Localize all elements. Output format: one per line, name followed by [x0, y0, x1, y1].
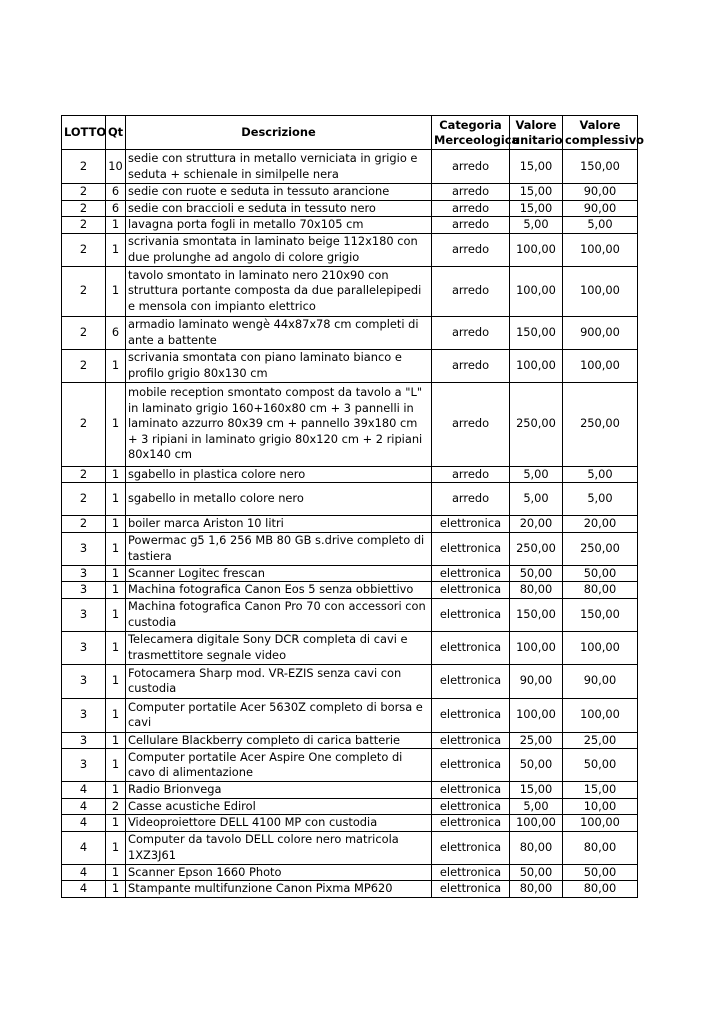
cell-categoria: arredo: [432, 483, 510, 516]
cell-valore-complessivo: 250,00: [563, 532, 638, 565]
table-header-row: [62, 116, 638, 150]
cell-categoria: elettronica: [432, 831, 510, 864]
cell-lotto: 4: [62, 782, 106, 799]
cell-descrizione: Powermac g5 1,6 256 MB 80 GB s.drive completo di tastiera: [126, 532, 432, 565]
cell-descrizione: tavolo smontato in laminato nero 210x90 con struttura portante composta da due parallelepipedi e mensola con impianto elettrico: [126, 266, 432, 316]
cell-valore-unitario: 150,00: [510, 316, 563, 349]
table-row: [62, 466, 638, 483]
table-row: [62, 200, 638, 217]
cell-qt: 6: [106, 316, 126, 349]
cell-categoria: elettronica: [432, 664, 510, 698]
cell-valore-unitario: 5,00: [510, 217, 563, 234]
cell-descrizione: boiler marca Ariston 10 litri: [126, 516, 432, 533]
cell-qt: 1: [106, 864, 126, 881]
cell-descrizione: mobile reception smontato compost da tavolo a "L" in laminato grigio 160+160x80 cm + 3 pannelli in laminato azzurro 80x39 cm + pannello 39x180 cm + 3 ripiani in laminato grigio 80x120 cm + 2 ripiani 80x140 cm: [126, 382, 432, 466]
cell-lotto: 2: [62, 233, 106, 266]
cell-valore-complessivo: 100,00: [563, 698, 638, 732]
table-row: [62, 831, 638, 864]
cell-qt: 1: [106, 565, 126, 582]
cell-qt: 1: [106, 732, 126, 749]
cell-valore-complessivo: 150,00: [563, 150, 638, 184]
cell-valore-complessivo: 5,00: [563, 217, 638, 234]
cell-descrizione: sedie con struttura in metallo verniciata in grigio e seduta + schienale in similpelle nera: [126, 150, 432, 184]
table-row: [62, 266, 638, 316]
cell-lotto: 2: [62, 217, 106, 234]
cell-qt: 1: [106, 516, 126, 533]
cell-categoria: elettronica: [432, 749, 510, 782]
cell-descrizione: lavagna porta fogli in metallo 70x105 cm: [126, 217, 432, 234]
cell-valore-complessivo: 250,00: [563, 382, 638, 466]
cell-qt: 6: [106, 184, 126, 201]
table-row: [62, 483, 638, 516]
cell-lotto: 3: [62, 749, 106, 782]
header-categoria: Categoria Merceologica: [432, 116, 510, 150]
cell-lotto: 2: [62, 150, 106, 184]
cell-valore-unitario: 80,00: [510, 831, 563, 864]
cell-valore-complessivo: 80,00: [563, 582, 638, 599]
cell-categoria: arredo: [432, 349, 510, 382]
cell-categoria: elettronica: [432, 565, 510, 582]
cell-lotto: 2: [62, 316, 106, 349]
cell-lotto: 3: [62, 565, 106, 582]
cell-categoria: arredo: [432, 466, 510, 483]
cell-categoria: elettronica: [432, 516, 510, 533]
table-row: [62, 582, 638, 599]
cell-valore-unitario: 15,00: [510, 200, 563, 217]
cell-categoria: arredo: [432, 233, 510, 266]
table-row: [62, 782, 638, 799]
cell-valore-unitario: 250,00: [510, 532, 563, 565]
cell-valore-complessivo: 100,00: [563, 631, 638, 664]
cell-categoria: elettronica: [432, 582, 510, 599]
table-row: [62, 349, 638, 382]
cell-categoria: arredo: [432, 266, 510, 316]
cell-lotto: 2: [62, 516, 106, 533]
cell-categoria: elettronica: [432, 864, 510, 881]
cell-valore-unitario: 80,00: [510, 582, 563, 599]
header-valore-complessivo: Valore complessivo: [563, 116, 638, 150]
cell-qt: 1: [106, 831, 126, 864]
cell-valore-unitario: 100,00: [510, 698, 563, 732]
cell-qt: 1: [106, 217, 126, 234]
cell-valore-unitario: 90,00: [510, 664, 563, 698]
table-row: [62, 217, 638, 234]
cell-qt: 1: [106, 466, 126, 483]
cell-valore-complessivo: 5,00: [563, 466, 638, 483]
cell-categoria: arredo: [432, 200, 510, 217]
table-row: [62, 316, 638, 349]
cell-descrizione: Videoproiettore DELL 4100 MP con custodia: [126, 815, 432, 832]
cell-lotto: 2: [62, 483, 106, 516]
cell-lotto: 4: [62, 831, 106, 864]
cell-valore-complessivo: 80,00: [563, 881, 638, 898]
cell-categoria: elettronica: [432, 631, 510, 664]
table-body: [62, 150, 638, 898]
cell-valore-complessivo: 90,00: [563, 184, 638, 201]
cell-valore-complessivo: 90,00: [563, 200, 638, 217]
cell-descrizione: sedie con ruote e seduta in tessuto arancione: [126, 184, 432, 201]
table-row: [62, 382, 638, 466]
cell-lotto: 3: [62, 598, 106, 631]
cell-valore-unitario: 50,00: [510, 565, 563, 582]
cell-valore-complessivo: 20,00: [563, 516, 638, 533]
cell-valore-complessivo: 150,00: [563, 598, 638, 631]
cell-lotto: 2: [62, 184, 106, 201]
cell-qt: 1: [106, 749, 126, 782]
cell-categoria: arredo: [432, 184, 510, 201]
cell-qt: 10: [106, 150, 126, 184]
cell-descrizione: Scanner Logitec frescan: [126, 565, 432, 582]
cell-descrizione: sgabello in plastica colore nero: [126, 466, 432, 483]
cell-descrizione: Telecamera digitale Sony DCR completa di cavi e trasmettitore segnale video: [126, 631, 432, 664]
cell-qt: 1: [106, 631, 126, 664]
cell-descrizione: Scanner Epson 1660 Photo: [126, 864, 432, 881]
cell-valore-complessivo: 15,00: [563, 782, 638, 799]
table-row: [62, 881, 638, 898]
table-row: [62, 598, 638, 631]
cell-valore-unitario: 5,00: [510, 483, 563, 516]
cell-categoria: arredo: [432, 150, 510, 184]
cell-descrizione: Computer da tavolo DELL colore nero matricola 1XZ3J61: [126, 831, 432, 864]
cell-descrizione: Computer portatile Acer Aspire One completo di cavo di alimentazione: [126, 749, 432, 782]
cell-qt: 1: [106, 582, 126, 599]
table-row: [62, 565, 638, 582]
cell-categoria: elettronica: [432, 782, 510, 799]
cell-descrizione: Fotocamera Sharp mod. VR-EZIS senza cavi con custodia: [126, 664, 432, 698]
cell-valore-unitario: 100,00: [510, 631, 563, 664]
cell-valore-unitario: 100,00: [510, 349, 563, 382]
cell-qt: 1: [106, 664, 126, 698]
cell-descrizione: armadio laminato wengè 44x87x78 cm completi di ante a battente: [126, 316, 432, 349]
cell-descrizione: Casse acustiche Edirol: [126, 798, 432, 815]
cell-valore-unitario: 50,00: [510, 864, 563, 881]
cell-categoria: elettronica: [432, 881, 510, 898]
cell-lotto: 2: [62, 466, 106, 483]
cell-descrizione: Radio Brionvega: [126, 782, 432, 799]
cell-categoria: arredo: [432, 382, 510, 466]
cell-descrizione: Cellulare Blackberry completo di carica batterie: [126, 732, 432, 749]
table-row: [62, 233, 638, 266]
cell-lotto: 2: [62, 349, 106, 382]
cell-categoria: arredo: [432, 217, 510, 234]
cell-categoria: elettronica: [432, 798, 510, 815]
table-row: [62, 516, 638, 533]
table-row: [62, 631, 638, 664]
cell-qt: 1: [106, 698, 126, 732]
cell-valore-unitario: 5,00: [510, 798, 563, 815]
cell-qt: 1: [106, 782, 126, 799]
cell-categoria: elettronica: [432, 815, 510, 832]
cell-valore-complessivo: 5,00: [563, 483, 638, 516]
header-lotto: LOTTO: [62, 116, 106, 150]
cell-qt: 1: [106, 815, 126, 832]
table-row: [62, 798, 638, 815]
cell-descrizione: scrivania smontata in laminato beige 112x180 con due prolunghe ad angolo di colore grigio: [126, 233, 432, 266]
cell-qt: 1: [106, 483, 126, 516]
header-qt: Qt: [106, 116, 126, 150]
cell-qt: 1: [106, 233, 126, 266]
cell-categoria: elettronica: [432, 698, 510, 732]
cell-valore-complessivo: 100,00: [563, 349, 638, 382]
cell-valore-unitario: 50,00: [510, 749, 563, 782]
cell-valore-complessivo: 10,00: [563, 798, 638, 815]
cell-categoria: arredo: [432, 316, 510, 349]
cell-valore-unitario: 15,00: [510, 150, 563, 184]
cell-lotto: 4: [62, 864, 106, 881]
cell-valore-complessivo: 90,00: [563, 664, 638, 698]
table-row: [62, 532, 638, 565]
cell-qt: 1: [106, 598, 126, 631]
cell-valore-unitario: 100,00: [510, 815, 563, 832]
cell-valore-complessivo: 100,00: [563, 266, 638, 316]
table-row: [62, 732, 638, 749]
cell-valore-unitario: 100,00: [510, 233, 563, 266]
cell-lotto: 4: [62, 798, 106, 815]
cell-lotto: 2: [62, 200, 106, 217]
cell-lotto: 4: [62, 881, 106, 898]
cell-categoria: elettronica: [432, 732, 510, 749]
cell-descrizione: Machina fotografica Canon Pro 70 con accessori con custodia: [126, 598, 432, 631]
cell-valore-complessivo: 50,00: [563, 749, 638, 782]
cell-lotto: 2: [62, 266, 106, 316]
table-row: [62, 664, 638, 698]
table-row: [62, 749, 638, 782]
cell-descrizione: Machina fotografica Canon Eos 5 senza obbiettivo: [126, 582, 432, 599]
cell-valore-unitario: 250,00: [510, 382, 563, 466]
inventory-table: [61, 115, 644, 898]
table-row: [62, 150, 638, 184]
cell-qt: 1: [106, 532, 126, 565]
cell-qt: 6: [106, 200, 126, 217]
cell-lotto: 3: [62, 532, 106, 565]
cell-qt: 1: [106, 266, 126, 316]
cell-categoria: elettronica: [432, 598, 510, 631]
cell-lotto: 3: [62, 698, 106, 732]
header-descrizione: Descrizione: [126, 116, 432, 150]
cell-descrizione: Computer portatile Acer 5630Z completo di borsa e cavi: [126, 698, 432, 732]
cell-valore-unitario: 20,00: [510, 516, 563, 533]
cell-qt: 1: [106, 881, 126, 898]
cell-valore-complessivo: 80,00: [563, 831, 638, 864]
cell-qt: 1: [106, 382, 126, 466]
cell-valore-unitario: 15,00: [510, 782, 563, 799]
cell-descrizione: scrivania smontata con piano laminato bianco e profilo grigio 80x130 cm: [126, 349, 432, 382]
cell-valore-unitario: 100,00: [510, 266, 563, 316]
cell-lotto: 3: [62, 631, 106, 664]
cell-valore-complessivo: 25,00: [563, 732, 638, 749]
cell-valore-complessivo: 100,00: [563, 233, 638, 266]
cell-valore-complessivo: 50,00: [563, 565, 638, 582]
cell-valore-unitario: 150,00: [510, 598, 563, 631]
cell-descrizione: sgabello in metallo colore nero: [126, 483, 432, 516]
cell-descrizione: Stampante multifunzione Canon Pixma MP620: [126, 881, 432, 898]
cell-lotto: 2: [62, 382, 106, 466]
cell-valore-unitario: 25,00: [510, 732, 563, 749]
cell-lotto: 4: [62, 815, 106, 832]
table-row: [62, 184, 638, 201]
cell-valore-complessivo: 900,00: [563, 316, 638, 349]
table-row: [62, 698, 638, 732]
cell-lotto: 3: [62, 582, 106, 599]
table-row: [62, 864, 638, 881]
cell-descrizione: sedie con braccioli e seduta in tessuto nero: [126, 200, 432, 217]
cell-valore-unitario: 15,00: [510, 184, 563, 201]
cell-lotto: 3: [62, 664, 106, 698]
table-row: [62, 815, 638, 832]
cell-valore-complessivo: 50,00: [563, 864, 638, 881]
cell-valore-unitario: 80,00: [510, 881, 563, 898]
cell-lotto: 3: [62, 732, 106, 749]
cell-categoria: elettronica: [432, 532, 510, 565]
header-valore-unitario: Valore unitario: [510, 116, 563, 150]
cell-qt: 1: [106, 349, 126, 382]
cell-qt: 2: [106, 798, 126, 815]
cell-valore-complessivo: 100,00: [563, 815, 638, 832]
cell-valore-unitario: 5,00: [510, 466, 563, 483]
